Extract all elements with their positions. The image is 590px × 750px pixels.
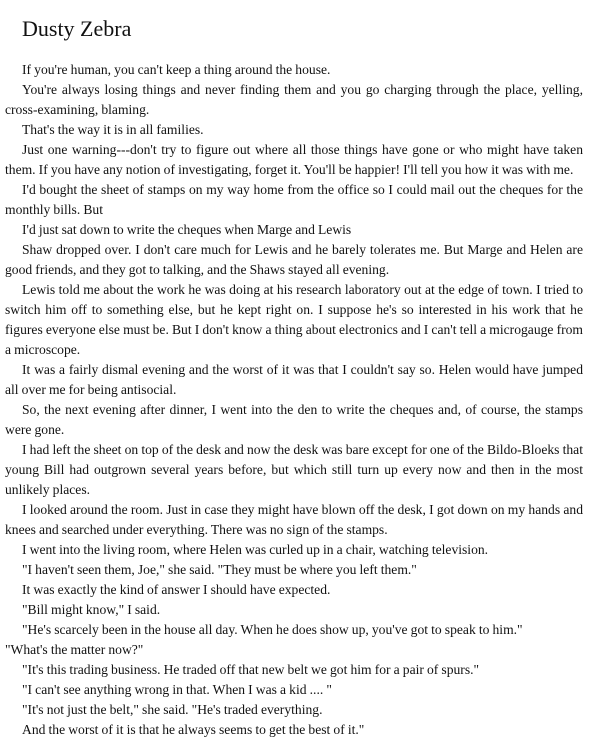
paragraph: "He's scarcely been in the house all day. When he does show up, you've got to speak to him.": [22, 622, 523, 637]
paragraph: "What's the matter now?": [5, 642, 144, 657]
paragraph: "It's this trading business. He traded off that new belt we got him for a pair of spurs.": [22, 662, 480, 677]
paragraph: "It's not just the belt," she said. "He's traded everything.: [22, 702, 323, 717]
paragraph: I'd just sat down to write the cheques when Marge and Lewis: [22, 222, 352, 237]
paragraph: That's the way it is in all families.: [22, 122, 204, 137]
paragraph: Shaw dropped over. I don't care much for Lewis and he barely tolerates me. But Marge and Helen are good friends, and they got to talking, and the Shaws stayed all evening.: [5, 242, 583, 277]
paragraph: I went into the living room, where Helen was curled up in a chair, watching television.: [22, 542, 489, 557]
paragraph: It was exactly the kind of answer I should have expected.: [22, 582, 331, 597]
paragraph: I'd bought the sheet of stamps on my way home from the office so I could mail out the cheques for the monthly bills. But: [5, 182, 583, 217]
paragraph: "I can't see anything wrong in that. When I was a kid .... ": [22, 682, 332, 697]
paragraph: "I haven't seen them, Joe," she said. "They must be where you left them.": [22, 562, 417, 577]
paragraph: It was a fairly dismal evening and the worst of it was that I couldn't say so. Helen would have jumped all over me for being antisocial.: [5, 362, 583, 397]
paragraph: You're always losing things and never finding them and you go charging through the place, yelling, cross-examining, blaming.: [5, 82, 583, 117]
paragraph: So, the next evening after dinner, I went into the den to write the cheques and, of course, the stamps were gone.: [5, 402, 583, 437]
paragraph: Just one warning---don't try to figure out where all those things have gone or who might have taken them. If you have any notion of investigating, forget it. You'll be happier! I'll tell you how it was with me.: [5, 142, 583, 177]
document-body: [5, 60, 583, 740]
paragraph: Lewis told me about the work he was doing at his research laboratory out at the edge of town. I tried to switch him off to something else, but he kept right on. I suppose he's so interested in his work that he figures everyone else must be. But I don't know a thing about electronics and I can't tell a microgauge from a microscope.: [5, 282, 583, 357]
document-title: Dusty Zebra: [22, 16, 132, 41]
paragraph: I had left the sheet on top of the desk and now the desk was bare except for one of the Bildo-Bloeks that young Bill had outgrown several years before, but which still turn up every now and then in the most unlikely places.: [5, 442, 583, 497]
paragraph: I looked around the room. Just in case they might have blown off the desk, I got down on my hands and knees and searched under everything. There was no sign of the stamps.: [5, 502, 583, 537]
paragraph: And the worst of it is that he always seems to get the best of it.": [22, 722, 365, 737]
paragraph: "Bill might know," I said.: [22, 602, 161, 617]
paragraph: If you're human, you can't keep a thing around the house.: [22, 62, 331, 77]
